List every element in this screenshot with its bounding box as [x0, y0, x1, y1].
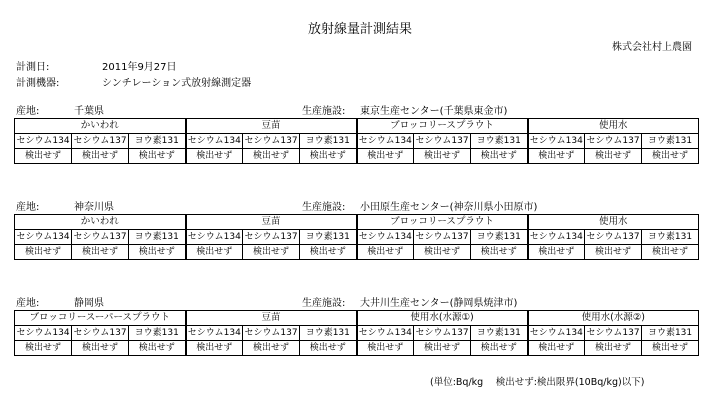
isotope-header: セシウム137 — [72, 326, 129, 341]
result-cell: 検出せず — [357, 245, 414, 260]
isotope-header: セシウム137 — [243, 134, 300, 149]
result-cell: 検出せず — [15, 149, 72, 164]
isotope-header: セシウム137 — [243, 326, 300, 341]
isotope-header: セシウム134 — [186, 326, 243, 341]
group-header: 豆苗 — [186, 119, 357, 134]
isotope-header: セシウム137 — [72, 230, 129, 245]
group-header: かいわれ — [15, 119, 186, 134]
result-cell: 検出せず — [72, 245, 129, 260]
result-cell: 検出せず — [15, 341, 72, 356]
isotope-header: セシウム134 — [186, 134, 243, 149]
result-cell: 検出せず — [414, 245, 471, 260]
isotope-header: ヨウ素131 — [642, 230, 699, 245]
result-cell: 検出せず — [186, 341, 243, 356]
device-value: シンチレーション式放射線測定器 — [102, 78, 252, 89]
isotope-header: セシウム134 — [357, 326, 414, 341]
result-cell: 検出せず — [585, 149, 642, 164]
isotope-header: セシウム134 — [15, 326, 72, 341]
facility-label: 生産施設: — [302, 106, 346, 117]
result-cell: 検出せず — [243, 245, 300, 260]
measurement-device — [16, 74, 251, 89]
isotope-header: セシウム137 — [414, 134, 471, 149]
section-header — [16, 102, 706, 116]
device-label: 計測機器: — [16, 78, 60, 89]
result-cell: 検出せず — [186, 245, 243, 260]
results-table — [14, 118, 699, 164]
region-label: 産地: — [16, 106, 40, 117]
isotope-header: ヨウ素131 — [471, 230, 528, 245]
group-header: 使用水 — [528, 215, 699, 230]
group-header: ブロッコリースプラウト — [357, 119, 528, 134]
region-name: 神奈川県 — [74, 202, 114, 213]
result-cell: 検出せず — [414, 149, 471, 164]
facility-name: 大井川生産センター(静岡県焼津市) — [360, 298, 518, 309]
result-cell: 検出せず — [300, 245, 357, 260]
result-cell: 検出せず — [300, 149, 357, 164]
result-cell: 検出せず — [585, 245, 642, 260]
isotope-header: セシウム134 — [357, 134, 414, 149]
result-cell: 検出せず — [471, 149, 528, 164]
result-cell: 検出せず — [471, 245, 528, 260]
region-label: 産地: — [16, 202, 40, 213]
result-cell: 検出せず — [129, 149, 186, 164]
result-cell: 検出せず — [186, 149, 243, 164]
result-cell: 検出せず — [357, 341, 414, 356]
isotope-header: ヨウ素131 — [300, 326, 357, 341]
group-header: ブロッコリースーパースプラウト — [15, 311, 186, 326]
result-cell: 検出せず — [357, 149, 414, 164]
group-header: 使用水 — [528, 119, 699, 134]
company-name: 株式会社村上農園 — [612, 42, 692, 53]
isotope-header: ヨウ素131 — [300, 230, 357, 245]
result-cell: 検出せず — [243, 341, 300, 356]
page-title: 放射線量計測結果 — [307, 22, 412, 37]
result-cell: 検出せず — [528, 149, 585, 164]
group-header: 使用水(水源①) — [357, 311, 528, 326]
result-cell: 検出せず — [642, 149, 699, 164]
result-cell: 検出せず — [642, 245, 699, 260]
measurement-date — [16, 58, 177, 73]
isotope-header: セシウム134 — [186, 230, 243, 245]
result-cell: 検出せず — [300, 341, 357, 356]
isotope-header: セシウム134 — [528, 134, 585, 149]
isotope-header: セシウム137 — [585, 134, 642, 149]
isotope-header: セシウム134 — [15, 230, 72, 245]
isotope-header: セシウム137 — [585, 326, 642, 341]
isotope-header: ヨウ素131 — [129, 230, 186, 245]
result-cell: 検出せず — [129, 341, 186, 356]
result-cell: 検出せず — [243, 149, 300, 164]
result-cell: 検出せず — [414, 341, 471, 356]
isotope-header: セシウム137 — [243, 230, 300, 245]
result-cell: 検出せず — [585, 341, 642, 356]
isotope-header: セシウム134 — [15, 134, 72, 149]
result-cell: 検出せず — [72, 149, 129, 164]
results-table — [14, 310, 699, 356]
region-name: 静岡県 — [74, 298, 104, 309]
isotope-header: セシウム137 — [414, 326, 471, 341]
section-header — [16, 198, 706, 212]
isotope-header: セシウム137 — [414, 230, 471, 245]
isotope-header: セシウム137 — [72, 134, 129, 149]
result-cell: 検出せず — [471, 341, 528, 356]
group-header: ブロッコリースプラウト — [357, 215, 528, 230]
date-value: 2011年9月27日 — [102, 62, 177, 73]
section-header — [16, 294, 706, 308]
isotope-header: ヨウ素131 — [300, 134, 357, 149]
isotope-header: ヨウ素131 — [642, 134, 699, 149]
result-cell: 検出せず — [15, 245, 72, 260]
group-header: 豆苗 — [186, 215, 357, 230]
region-label: 産地: — [16, 298, 40, 309]
isotope-header: セシウム134 — [357, 230, 414, 245]
facility-name: 小田原生産センター(神奈川県小田原市) — [360, 202, 538, 213]
facility-label: 生産施設: — [302, 298, 346, 309]
result-cell: 検出せず — [129, 245, 186, 260]
isotope-header: ヨウ素131 — [642, 326, 699, 341]
facility-label: 生産施設: — [302, 202, 346, 213]
results-table — [14, 214, 699, 260]
group-header: 使用水(水源②) — [528, 311, 699, 326]
isotope-header: セシウム134 — [528, 230, 585, 245]
isotope-header: ヨウ素131 — [129, 134, 186, 149]
facility-name: 東京生産センター(千葉県東金市) — [360, 106, 508, 117]
date-label: 計測日: — [16, 62, 50, 73]
unit-note: (単位:Bq/kg 検出せず:検出限界(10Bq/kg)以下) — [430, 377, 645, 388]
result-cell: 検出せず — [72, 341, 129, 356]
group-header: かいわれ — [15, 215, 186, 230]
group-header: 豆苗 — [186, 311, 357, 326]
isotope-header: セシウム137 — [585, 230, 642, 245]
isotope-header: ヨウ素131 — [471, 134, 528, 149]
isotope-header: セシウム134 — [528, 326, 585, 341]
region-name: 千葉県 — [74, 106, 104, 117]
isotope-header: ヨウ素131 — [471, 326, 528, 341]
result-cell: 検出せず — [528, 341, 585, 356]
result-cell: 検出せず — [642, 341, 699, 356]
result-cell: 検出せず — [528, 245, 585, 260]
isotope-header: ヨウ素131 — [129, 326, 186, 341]
